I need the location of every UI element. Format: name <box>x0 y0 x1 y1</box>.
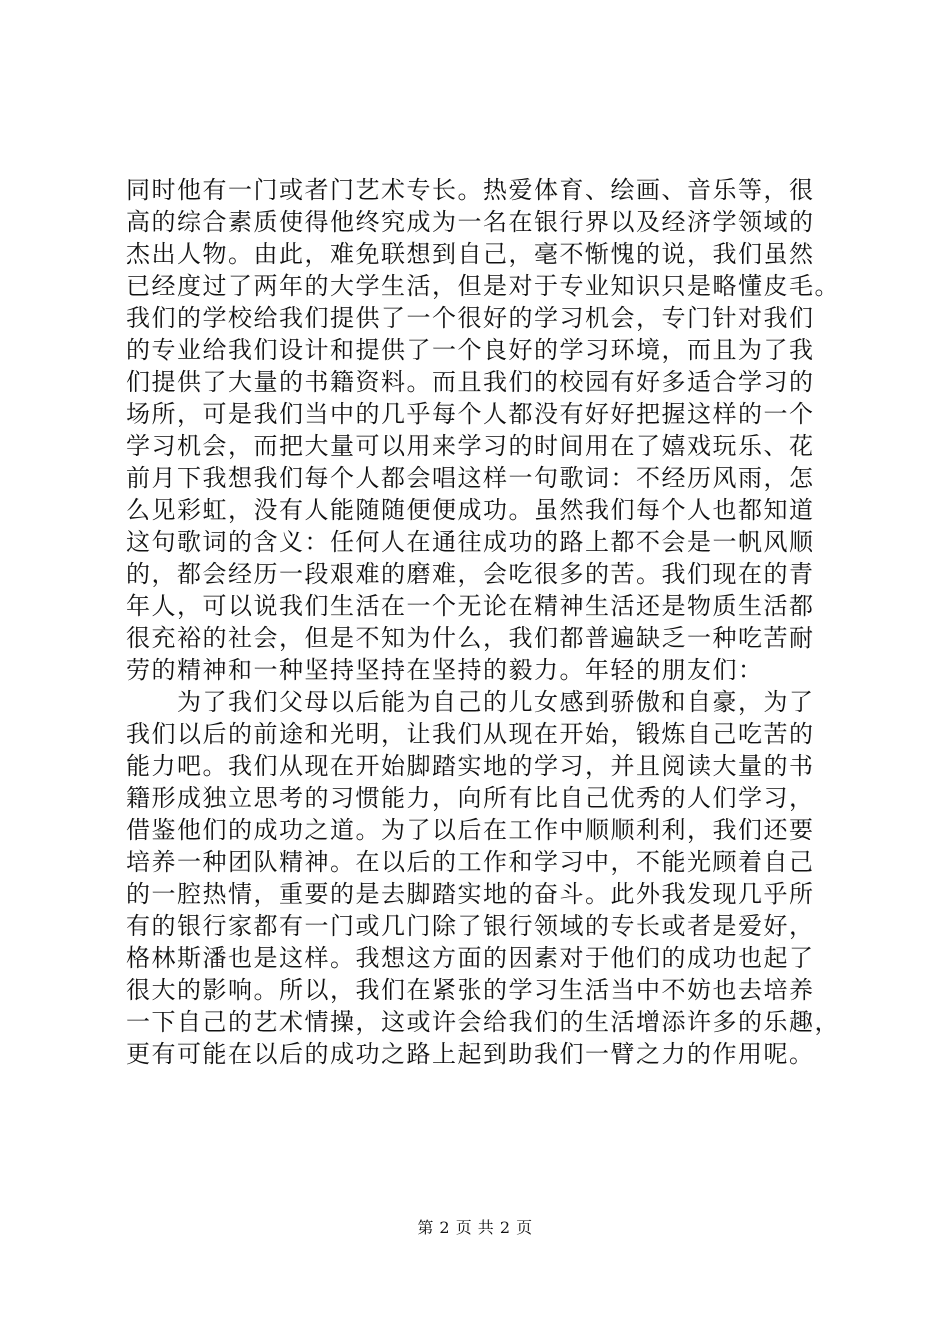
text-line: 高的综合素质使得他终究成为一名在银行界以及经济学领域的 <box>126 208 815 236</box>
text-line: 年人，可以说我们生活在一个无论在精神生活还是物质生活都 <box>126 592 815 620</box>
text-line: 的一腔热情，重要的是去脚踏实地的奋斗。此外我发现几乎所 <box>126 880 815 908</box>
text-line: 么见彩虹，没有人能随随便便成功。虽然我们每个人也都知道 <box>126 496 815 524</box>
text-line: 学习机会，而把大量可以用来学习的时间用在了嬉戏玩乐、花 <box>126 432 815 460</box>
text-line: 的，都会经历一段艰难的磨难，会吃很多的苦。我们现在的青 <box>126 560 815 588</box>
body-text <box>126 174 840 1070</box>
text-line: 劳的精神和一种坚持坚持在坚持的毅力。年轻的朋友们： <box>126 656 764 684</box>
text-line: 为了我们父母以后能为自己的儿女感到骄傲和自豪，为了 <box>126 688 815 716</box>
text-line: 前月下我想我们每个人都会唱这样一句歌词：不经历风雨，怎 <box>126 464 815 492</box>
text-line: 们提供了大量的书籍资料。而且我们的校园有好多适合学习的 <box>126 368 815 396</box>
text-line: 一下自己的艺术情操，这或许会给我们的生活增添许多的乐趣， <box>126 1008 840 1036</box>
text-line: 更有可能在以后的成功之路上起到助我们一臂之力的作用呢。 <box>126 1040 815 1068</box>
text-line: 我们以后的前途和光明，让我们从现在开始，锻炼自己吃苦的 <box>126 720 815 748</box>
text-line: 能力吧。我们从现在开始脚踏实地的学习，并且阅读大量的书 <box>126 752 815 780</box>
text-line: 场所，可是我们当中的几乎每个人都没有好好把握这样的一个 <box>126 400 815 428</box>
text-line: 很充裕的社会，但是不知为什么，我们都普遍缺乏一种吃苦耐 <box>126 624 815 652</box>
text-line: 这句歌词的含义：任何人在通往成功的路上都不会是一帆风顺 <box>126 528 815 556</box>
text-line: 的专业给我们设计和提供了一个良好的学习环境，而且为了我 <box>126 336 815 364</box>
text-line: 籍形成独立思考的习惯能力，向所有比自己优秀的人们学习， <box>126 784 815 812</box>
text-line: 借鉴他们的成功之道。为了以后在工作中顺顺利利，我们还要 <box>126 816 815 844</box>
text-line: 有的银行家都有一门或几门除了银行领域的专长或者是爱好， <box>126 912 815 940</box>
text-line: 我们的学校给我们提供了一个很好的学习机会，专门针对我们 <box>126 304 815 332</box>
text-line: 格林斯潘也是这样。我想这方面的因素对于他们的成功也起了 <box>126 944 815 972</box>
page-number-footer: 第 2 页 共 2 页 <box>417 1218 533 1237</box>
text-line: 培养一种团队精神。在以后的工作和学习中，不能光顾着自己 <box>126 848 815 876</box>
text-line: 很大的影响。所以，我们在紧张的学习生活当中不妨也去培养 <box>126 976 815 1004</box>
text-line: 杰出人物。由此，难免联想到自己，毫不惭愧的说，我们虽然 <box>126 240 815 268</box>
text-line: 同时他有一门或者门艺术专长。热爱体育、绘画、音乐等，很 <box>126 176 815 204</box>
text-line: 已经度过了两年的大学生活，但是对于专业知识只是略懂皮毛。 <box>126 272 840 300</box>
